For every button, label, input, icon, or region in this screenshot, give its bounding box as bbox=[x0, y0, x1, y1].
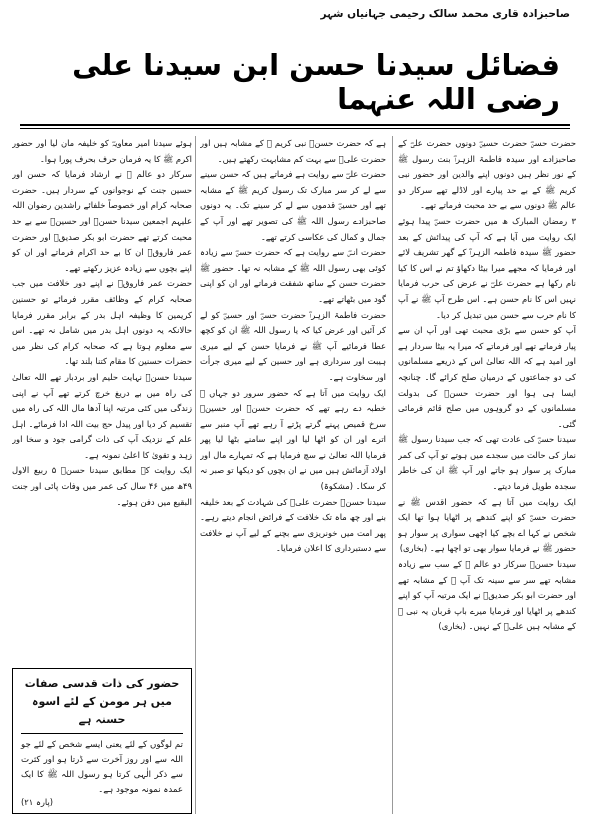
paragraph: ایک روایت میں آتا ہے کہ حضور سرور دو جہاں ﷺ خطبہ دے رہے تھے کہ حضرت حسنؓ اور حسینؓ سرخ قمیص پہنے گرتے پڑتے آ رہے تھے آپ منبر سے اترے اور ان کو اٹھا لیا اور اپنے سامنے بٹھا لیا پھر فرمایا اللہ تعالیٰ نے سچ فرمایا ہے کہ تمہارے مال اور اولاد آزمائش ہیں میں نے ان بچوں کو دیکھا تو صبر نہ کر سکا۔ (مشکوۃ) bbox=[200, 387, 386, 492]
author-byline: صاحبزادہ قاری محمد سالک رحیمی جہانیاں شہر bbox=[320, 8, 570, 20]
article-title: فضائل سیدنا حسن ابن سیدنا علی رضی اللہ عنہما bbox=[72, 48, 560, 116]
paragraph: سیدنا حسنؓ کی عادت تھی کہ جب سیدنا رسول ﷺ نماز کی حالت میں سجدے میں ہوتے تو آپ کی کمر مبارک پر سوار ہو جاتے اور آپ ﷺ ان کی خاطر سجدہ طویل فرما دیتے۔ bbox=[398, 434, 576, 492]
quote-box-heading: حضور کی ذات قدسی صفات میں ہر مومن کے لئے اسوہ حسنہ ہے bbox=[24, 677, 180, 726]
quote-box-rule bbox=[21, 733, 183, 734]
paragraph: آپ کو حسن سے بڑی محبت تھی اور آپ ان سے پیار فرماتے تھے اور فرماتے کہ میرا یہ بیٹا سردار ہے اور امید ہے کہ اللہ تعالیٰ اس کے ذریعے مسلمانوں کی دو جماعتوں کے درمیان صلح کرائے گا۔ چنانچہ ایسا ہی ہوا اور حضرت حسنؓ کی بدولت مسلمانوں کے دو گروہوں میں صلح قائم فرمائی گئی۔ bbox=[398, 325, 576, 429]
paragraph: ہوئے سیدنا امیر معاویہؓ کو خلیفہ مان لیا اور حضور اکرم ﷺ کا یہ فرمان حرف بحرف پورا ہوا۔ bbox=[12, 138, 192, 164]
paragraph: حضرت علیؓ سے روایت ہے فرماتے ہیں کہ حسن سینے سے لے کر سر مبارک تک رسول کریم ﷺ کے مشابہ تھے اور حسینؓ قدموں سے لے کر سینے تک۔ یہ دونوں صاحبزادے رسول اللہ ﷺ کی تصویر تھے اور آپ کے جمال و کمال کی عکاسی کرتے تھے۔ bbox=[200, 169, 386, 242]
title-rule-thin bbox=[20, 128, 570, 129]
paragraph: ۳ رمضان المبارک ھ میں حضرت حسنؓ پیدا ہوئے ایک روایت میں آیا ہے کہ آپ کی پیدائش کے بعد حضور ﷺ سیدہ فاطمہ الزہراؓ کے گھر تشریف لائے اور فرمایا کہ مجھے میرا بیٹا دکھاؤ تم نے اس کا کیا نام رکھا ہے حضرت علیؓ نے عرض کی حرب فرمایا نہیں اس کا نام حسن ہے۔ اس طرح آپ ﷺ نے آپ کا نام حرب سے حسن میں تبدیل کر دیا۔ bbox=[398, 215, 576, 320]
paragraph: ایک روایت کے مطابق سیدنا حسنؓ ۵ ربیع الاول ۴۹ھ میں ۴۶ سال کی عمر میں وفات پائی اور جنت البقیع میں دفن ہوئے۔ bbox=[12, 465, 192, 507]
column-divider bbox=[392, 136, 393, 814]
quote-box-reference: (پارہ ۲۱) bbox=[21, 797, 54, 807]
text-column-left bbox=[12, 136, 192, 671]
paragraph: سیدنا حسنؓ نہایت حلیم اور بردبار تھے اللہ تعالیٰ کی راہ میں بے دریغ خرچ کرتے تھے آپ نے اپنی زندگی میں کئی مرتبہ اپنا آدھا مال اللہ کی راہ میں تقسیم کر دیا اور پیدل حج بیت اللہ ادا فرمائے۔ اہل علم کے نزدیک آپ کی ذات گرامی جود و سخا اور زہد و تقویٰ کا اعلیٰ نمونہ ہے۔ bbox=[12, 371, 192, 460]
quote-box bbox=[12, 668, 192, 814]
paragraph: سیدنا حسنؓ سرکار دو عالم ﷺ کے سب سے زیادہ مشابہ تھے سر سے سینہ تک آپ ﷺ کے مشابہ تھے اور حضرت ابو بکر صدیقؓ نے ایک مرتبہ آپ کو اپنے کندھے پر اٹھایا اور فرمایا میرے باپ قربان یہ نبی ﷺ کے مشابہ ہیں علیؓ کے نہیں۔ (بخاری) bbox=[398, 559, 576, 632]
paragraph: حضرت عمر فاروقؓ نے اپنے دور خلافت میں جب صحابہ کرام کے وظائف مقرر فرمائے تو حسنین کریمین کا وظیفہ اہل بدر کے برابر مقرر فرمایا حالانکہ یہ دونوں اہل بدر میں شامل نہ تھے۔ اس سے معلوم ہوتا ہے کہ صحابہ کرام کی نظر میں حضرات حسنین کا مقام کتنا بلند تھا۔ bbox=[12, 278, 192, 367]
text-column-middle bbox=[200, 136, 386, 814]
paragraph: حضرت انسؓ سے روایت ہے کہ حضرت حسنؓ سے زیادہ کوئی بھی رسول اللہ ﷺ کے مشابہ نہ تھا۔ حضور ﷺ حضرت حسن کے ساتھ شفقت فرماتے اور ان کو اپنی گود میں بٹھاتے تھے۔ bbox=[200, 247, 386, 304]
paragraph: ایک روایت میں آتا ہے کہ حضور اقدس ﷺ نے حضرت حسنؓ کو اپنے کندھے پر اٹھایا ہوا تھا ایک شخص نے کہا اے بچے کیا اچھی سواری پر سوار ہو حضور ﷺ نے فرمایا سوار بھی تو اچھا ہے۔ (بخاری) bbox=[398, 496, 576, 554]
column-divider bbox=[195, 136, 196, 814]
paragraph: حضرت حسنؓ حضرت حسینؓ دونوں حضرت علیؓ کے صاحبزادے اور سیدہ فاطمۃ الزہراؓ بنت رسول ﷺ کے نور نظر ہیں دونوں اپنے والدین اور حضور نبی کریم ﷺ کے بے حد پیارے اور لاڈلے تھے سرکار دو عالم ﷺ دونوں سے بے حد محبت فرماتے تھے۔ bbox=[398, 138, 576, 211]
title-rule bbox=[20, 124, 570, 126]
paragraph: حضرت فاطمۃ الزہراؓ حضرت حسنؓ اور حسینؓ کو لے کر آئیں اور عرض کیا کہ یا رسول اللہ ﷺ ان کو کچھ عطا فرمائیے آپ ﷺ نے فرمایا حسن کے لیے میری ہیبت اور سرداری ہے اور حسین کے لیے میری جرأت اور سخاوت ہے۔ bbox=[200, 309, 386, 382]
text-column-right bbox=[398, 136, 576, 814]
paragraph: سیدنا حسنؓ حضرت علیؓ کی شہادت کے بعد خلیفہ بنے اور چھ ماہ تک خلافت کے فرائض انجام دیتے رہے۔ پھر امت میں خونریزی سے بچنے کے لیے آپ نے خلافت سے دستبرداری کا اعلان فرمایا۔ bbox=[200, 496, 386, 554]
paragraph: ہے کہ حضرت حسنؓ نبی کریم ﷺ کے مشابہ ہیں اور حضرت علیؓ سے بہت کم مشابہت رکھتے ہیں۔ bbox=[200, 138, 386, 164]
paragraph: سرکار دو عالم ﷺ نے ارشاد فرمایا کہ حسن اور حسین جنت کے نوجوانوں کے سردار ہیں۔ حضرت صحابہ کرام اور خصوصاً خلفائے راشدین رضوان اللہ علیہم اجمعین سیدنا حسنؓ اور حسینؓ سے بے حد محبت کرتے تھے حضرت ابو بکر صدیقؓ اور حضرت عمر فاروقؓ ان کا بے حد اکرام فرماتے اور ان کو اپنے بچوں سے زیادہ عزیز رکھتے تھے۔ bbox=[12, 169, 192, 273]
quote-box-text: تم لوگوں کے لئے یعنی ایسے شخص کے لئے جو اللہ سے اور روز آخرت سے ڈرتا ہو اور کثرت سے ذکر الٰہی کرتا ہو رسول اللہ ﷺ کا ایک عمدہ نمونہ موجود ہے۔ bbox=[21, 740, 183, 795]
